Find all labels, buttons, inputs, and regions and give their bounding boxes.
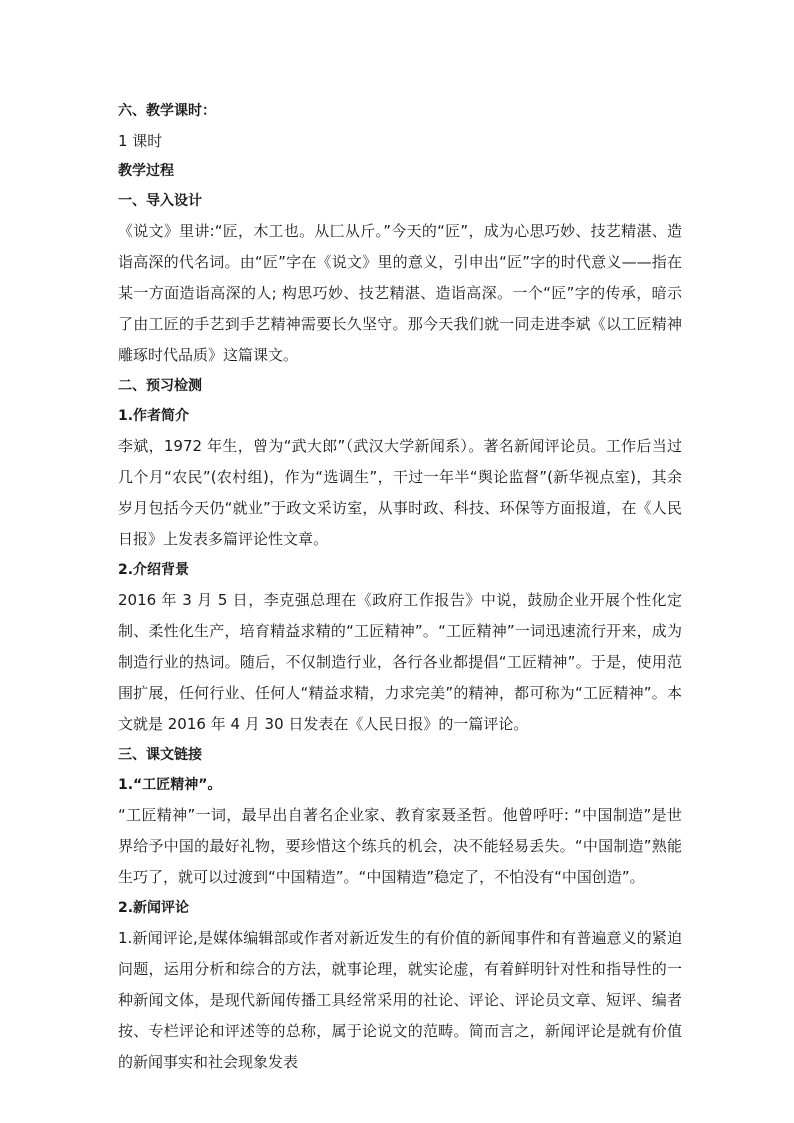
paragraph-craftsman-spirit: “工匠精神”一词，最早出自著名企业家、教育家聂圣哲。他曾呼吁: “中国制造”是世界给予中国的最好礼物，要珍惜这个练兵的机会，决不能轻易丢失。“中国制造”熟能生巧了，就可以过渡到“中国精造”。“中国精造”稳定了，不怕没有“中国创造”。 xyxy=(118,806,682,886)
section-heading-teaching-hours: 六、教学课时： xyxy=(118,103,216,119)
teaching-hours-value: 1 课时 xyxy=(118,132,163,150)
section-heading-text-links: 三、课文链接 xyxy=(118,747,202,763)
subheading-news-commentary: 2.新闻评论 xyxy=(118,900,190,916)
paragraph-background: 2016 年 3 月 5 日，李克强总理在《政府工作报告》中说，鼓励企业开展个性化定制、柔性化生产，培育精益求精的“工匠精神”。“工匠精神”一词迅速流行开来，成为制造行业的热词。随后，不仅制造行业，各行各业都提倡“工匠精神”。于是，使用范围扩展，任何行业、任何人“精益求精，力求完美”的精神，都可称为“工匠精神”。本文就是 2016 年 4 月 30 日发表在《人民日报》的一篇评论。 xyxy=(118,591,682,733)
subheading-background: 2.介绍背景 xyxy=(118,562,190,578)
section-heading-preview-check: 二、预习检测 xyxy=(118,378,202,394)
section-heading-teaching-process: 教学过程 xyxy=(118,163,174,179)
subheading-author-intro: 1.作者简介 xyxy=(118,408,190,424)
paragraph-news-commentary: 1.新闻评论,是媒体编辑部或作者对新近发生的有价值的新闻事件和有普遍意义的紧迫问题，运用分析和综合的方法，就事论理，就实论虚，有着鲜明针对性和指导性的一种新闻文体，是现代新闻传播工具经常采用的社论、评论、评论员文章、短评、编者按、专栏评论和评述等的总称，属于论说文的范畴。简而言之，新闻评论是就有价值的新闻事实和社会现象发表 xyxy=(118,929,682,1071)
paragraph-author-intro: 李斌，1972 年生，曾为“武大郎”（武汉大学新闻系）。著名新闻评论员。工作后当过几个月“农民”(农村组)，作为“选调生”，干过一年半“舆论监督”(新华视点室)，其余岁月包括今天仍“就业”于政文采访室，从事时政、科技、环保等方面报道，在《人民日报》上发表多篇评论性文章。 xyxy=(118,437,682,548)
subheading-craftsman-spirit: 1.“工匠精神”。 xyxy=(118,777,222,793)
section-heading-introduction: 一、导入设计 xyxy=(118,193,202,209)
paragraph-introduction: 《说文》里讲:“匠，木工也。从匚从斤。”今天的“匠”，成为心思巧妙、技艺精湛、造诣高深的代名词。由“匠”字在《说文》里的意义，引申出“匠”字的时代意义——指在某一方面造诣高深的人; 构思巧妙、技艺精湛、造诣高深。一个“匠”字的传承，暗示了由工匠的手艺到手艺精神需要长久坚守。那今天我们就一同走进李斌《以工匠精神雕琢时代品质》这篇课文。 xyxy=(118,222,682,364)
